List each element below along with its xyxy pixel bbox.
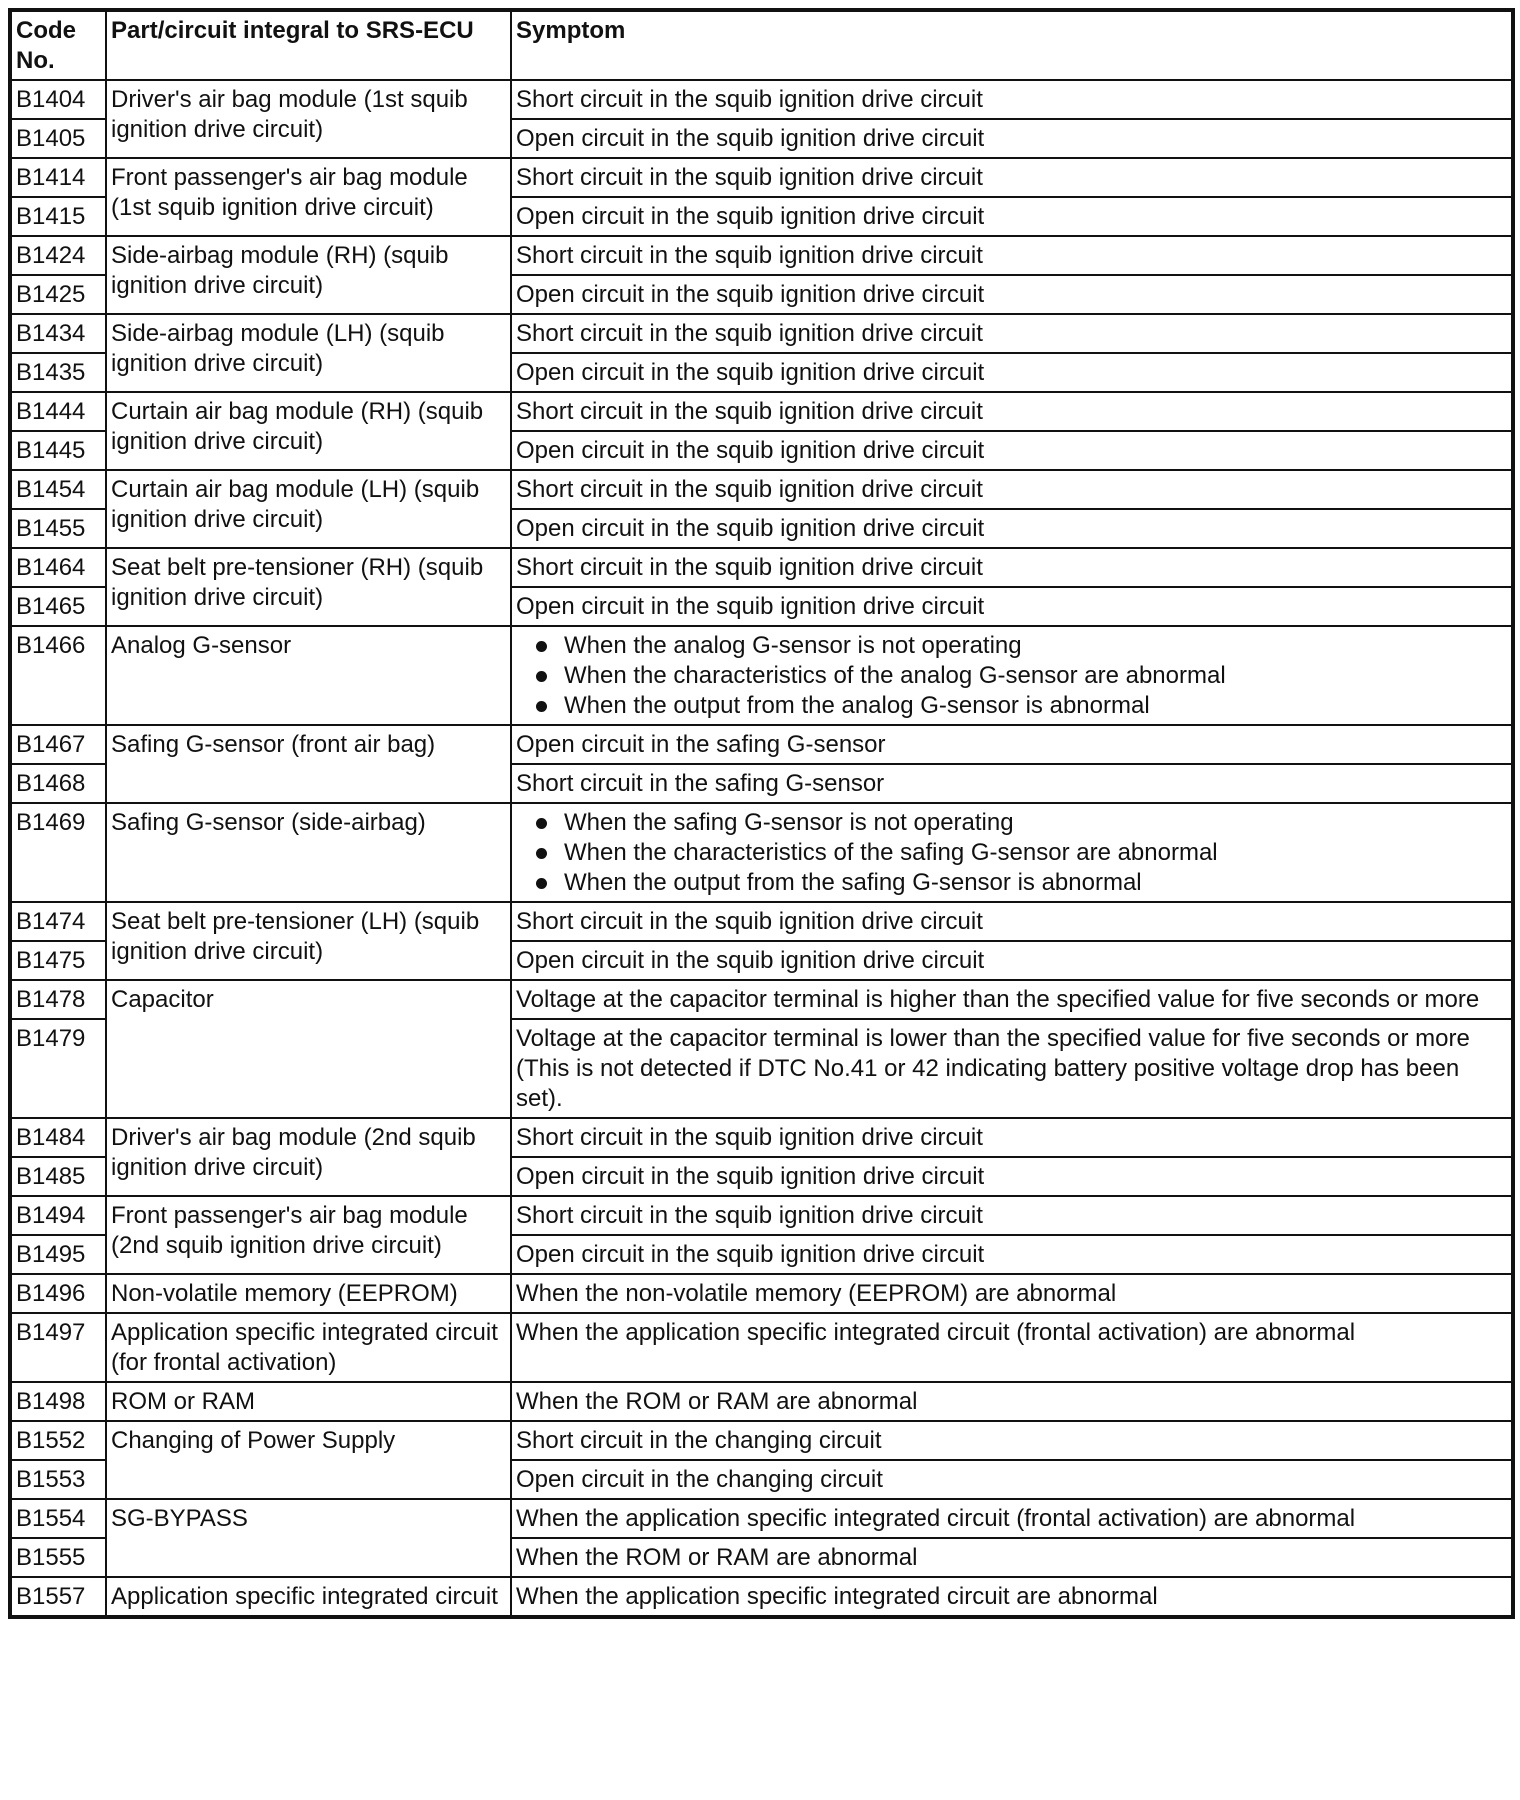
code-cell: B1479 <box>10 1019 106 1118</box>
code-cell: B1496 <box>10 1274 106 1313</box>
symptom-cell: Open circuit in the squib ignition drive circuit <box>511 353 1513 392</box>
part-cell: Analog G-sensor <box>106 626 511 725</box>
table-row <box>10 392 1513 431</box>
code-cell: B1404 <box>10 80 106 119</box>
symptom-list-item: When the output from the safing G-sensor is abnormal <box>516 868 1507 898</box>
table-row <box>10 1196 1513 1235</box>
symptom-cell <box>511 626 1513 725</box>
symptom-cell: Open circuit in the squib ignition drive circuit <box>511 587 1513 626</box>
table-row <box>10 980 1513 1019</box>
code-cell: B1465 <box>10 587 106 626</box>
symptom-cell: Short circuit in the squib ignition drive circuit <box>511 314 1513 353</box>
symptom-cell: When the ROM or RAM are abnormal <box>511 1382 1513 1421</box>
code-cell: B1498 <box>10 1382 106 1421</box>
part-cell: Safing G-sensor (front air bag) <box>106 725 511 803</box>
code-cell: B1434 <box>10 314 106 353</box>
part-cell: Driver's air bag module (1st squib ignition drive circuit) <box>106 80 511 158</box>
table-row <box>10 902 1513 941</box>
symptom-cell: Short circuit in the squib ignition drive circuit <box>511 236 1513 275</box>
table-row <box>10 725 1513 764</box>
symptom-cell: Short circuit in the squib ignition drive circuit <box>511 902 1513 941</box>
part-cell: Curtain air bag module (LH) (squib ignition drive circuit) <box>106 470 511 548</box>
code-cell: B1424 <box>10 236 106 275</box>
code-cell: B1495 <box>10 1235 106 1274</box>
code-cell: B1444 <box>10 392 106 431</box>
table-row <box>10 158 1513 197</box>
part-cell: Safing G-sensor (side-airbag) <box>106 803 511 902</box>
table-row <box>10 626 1513 725</box>
table-row <box>10 80 1513 119</box>
symptom-list-item: When the safing G-sensor is not operating <box>516 808 1507 838</box>
code-cell: B1425 <box>10 275 106 314</box>
header-row <box>10 10 1513 80</box>
symptom-cell: When the ROM or RAM are abnormal <box>511 1538 1513 1577</box>
code-cell: B1475 <box>10 941 106 980</box>
table-row <box>10 1118 1513 1157</box>
code-cell: B1484 <box>10 1118 106 1157</box>
symptom-cell: Open circuit in the squib ignition drive circuit <box>511 197 1513 236</box>
symptom-cell: Open circuit in the squib ignition drive circuit <box>511 119 1513 158</box>
code-cell: B1557 <box>10 1577 106 1617</box>
symptom-cell: Open circuit in the squib ignition drive circuit <box>511 941 1513 980</box>
symptom-list-item: When the analog G-sensor is not operating <box>516 631 1507 661</box>
code-cell: B1414 <box>10 158 106 197</box>
code-cell: B1552 <box>10 1421 106 1460</box>
table-row <box>10 314 1513 353</box>
symptom-cell: Short circuit in the squib ignition drive circuit <box>511 158 1513 197</box>
header-code: Code No. <box>10 10 106 80</box>
symptom-cell: Short circuit in the squib ignition drive circuit <box>511 1196 1513 1235</box>
symptom-cell: Open circuit in the squib ignition drive circuit <box>511 509 1513 548</box>
code-cell: B1485 <box>10 1157 106 1196</box>
symptom-cell: Short circuit in the squib ignition drive circuit <box>511 470 1513 509</box>
symptom-cell: Voltage at the capacitor terminal is lower than the specified value for five seconds or more (This is not detected if DTC No.41 or 42 indicating battery positive voltage drop has been set). <box>511 1019 1513 1118</box>
code-cell: B1478 <box>10 980 106 1019</box>
symptom-cell: Short circuit in the safing G-sensor <box>511 764 1513 803</box>
code-cell: B1455 <box>10 509 106 548</box>
symptom-cell: When the application specific integrated circuit are abnormal <box>511 1577 1513 1617</box>
code-cell: B1464 <box>10 548 106 587</box>
symptom-cell: When the non-volatile memory (EEPROM) are abnormal <box>511 1274 1513 1313</box>
code-cell: B1405 <box>10 119 106 158</box>
table-row <box>10 803 1513 902</box>
code-cell: B1474 <box>10 902 106 941</box>
symptom-cell: Short circuit in the squib ignition drive circuit <box>511 1118 1513 1157</box>
part-cell: Front passenger's air bag module (2nd squib ignition drive circuit) <box>106 1196 511 1274</box>
code-cell: B1445 <box>10 431 106 470</box>
symptom-cell: When the application specific integrated circuit (frontal activation) are abnormal <box>511 1313 1513 1382</box>
part-cell: Side-airbag module (RH) (squib ignition drive circuit) <box>106 236 511 314</box>
table-row <box>10 1421 1513 1460</box>
symptom-cell: Open circuit in the squib ignition drive circuit <box>511 431 1513 470</box>
dtc-table <box>8 8 1515 1619</box>
part-cell: Application specific integrated circuit <box>106 1577 511 1617</box>
symptom-cell: Open circuit in the changing circuit <box>511 1460 1513 1499</box>
part-cell: Seat belt pre-tensioner (RH) (squib ignition drive circuit) <box>106 548 511 626</box>
part-cell: Application specific integrated circuit (for frontal activation) <box>106 1313 511 1382</box>
part-cell: Side-airbag module (LH) (squib ignition drive circuit) <box>106 314 511 392</box>
part-cell: Curtain air bag module (RH) (squib ignition drive circuit) <box>106 392 511 470</box>
symptom-cell: Open circuit in the squib ignition drive circuit <box>511 1157 1513 1196</box>
symptom-cell: Open circuit in the safing G-sensor <box>511 725 1513 764</box>
symptom-cell: Open circuit in the squib ignition drive circuit <box>511 1235 1513 1274</box>
header-symptom: Symptom <box>511 10 1513 80</box>
code-cell: B1469 <box>10 803 106 902</box>
code-cell: B1553 <box>10 1460 106 1499</box>
code-cell: B1555 <box>10 1538 106 1577</box>
code-cell: B1435 <box>10 353 106 392</box>
table-row <box>10 1499 1513 1538</box>
code-cell: B1554 <box>10 1499 106 1538</box>
part-cell: Capacitor <box>106 980 511 1118</box>
table-row <box>10 548 1513 587</box>
part-cell: Front passenger's air bag module (1st squib ignition drive circuit) <box>106 158 511 236</box>
table-row <box>10 470 1513 509</box>
table-row <box>10 1577 1513 1617</box>
part-cell: SG-BYPASS <box>106 1499 511 1577</box>
symptom-cell: Short circuit in the squib ignition drive circuit <box>511 548 1513 587</box>
part-cell: Changing of Power Supply <box>106 1421 511 1499</box>
code-cell: B1415 <box>10 197 106 236</box>
symptom-cell: Short circuit in the squib ignition drive circuit <box>511 392 1513 431</box>
symptom-cell: Short circuit in the squib ignition drive circuit <box>511 80 1513 119</box>
symptom-list-item: When the characteristics of the analog G-sensor are abnormal <box>516 661 1507 691</box>
part-cell: Seat belt pre-tensioner (LH) (squib ignition drive circuit) <box>106 902 511 980</box>
symptom-cell: Short circuit in the changing circuit <box>511 1421 1513 1460</box>
part-cell: ROM or RAM <box>106 1382 511 1421</box>
part-cell: Driver's air bag module (2nd squib ignition drive circuit) <box>106 1118 511 1196</box>
part-cell: Non-volatile memory (EEPROM) <box>106 1274 511 1313</box>
code-cell: B1494 <box>10 1196 106 1235</box>
symptom-list <box>516 808 1507 898</box>
table-row <box>10 1274 1513 1313</box>
code-cell: B1454 <box>10 470 106 509</box>
table-row <box>10 236 1513 275</box>
code-cell: B1468 <box>10 764 106 803</box>
code-cell: B1466 <box>10 626 106 725</box>
table-body <box>10 80 1513 1617</box>
symptom-cell <box>511 803 1513 902</box>
symptom-cell: Open circuit in the squib ignition drive circuit <box>511 275 1513 314</box>
code-cell: B1497 <box>10 1313 106 1382</box>
symptom-list-item: When the output from the analog G-sensor is abnormal <box>516 691 1507 721</box>
header-part: Part/circuit integral to SRS-ECU <box>106 10 511 80</box>
code-cell: B1467 <box>10 725 106 764</box>
table-row <box>10 1382 1513 1421</box>
symptom-list <box>516 631 1507 721</box>
table-row <box>10 1313 1513 1382</box>
symptom-cell: When the application specific integrated circuit (frontal activation) are abnormal <box>511 1499 1513 1538</box>
symptom-list-item: When the characteristics of the safing G-sensor are abnormal <box>516 838 1507 868</box>
symptom-cell: Voltage at the capacitor terminal is higher than the specified value for five seconds or more <box>511 980 1513 1019</box>
